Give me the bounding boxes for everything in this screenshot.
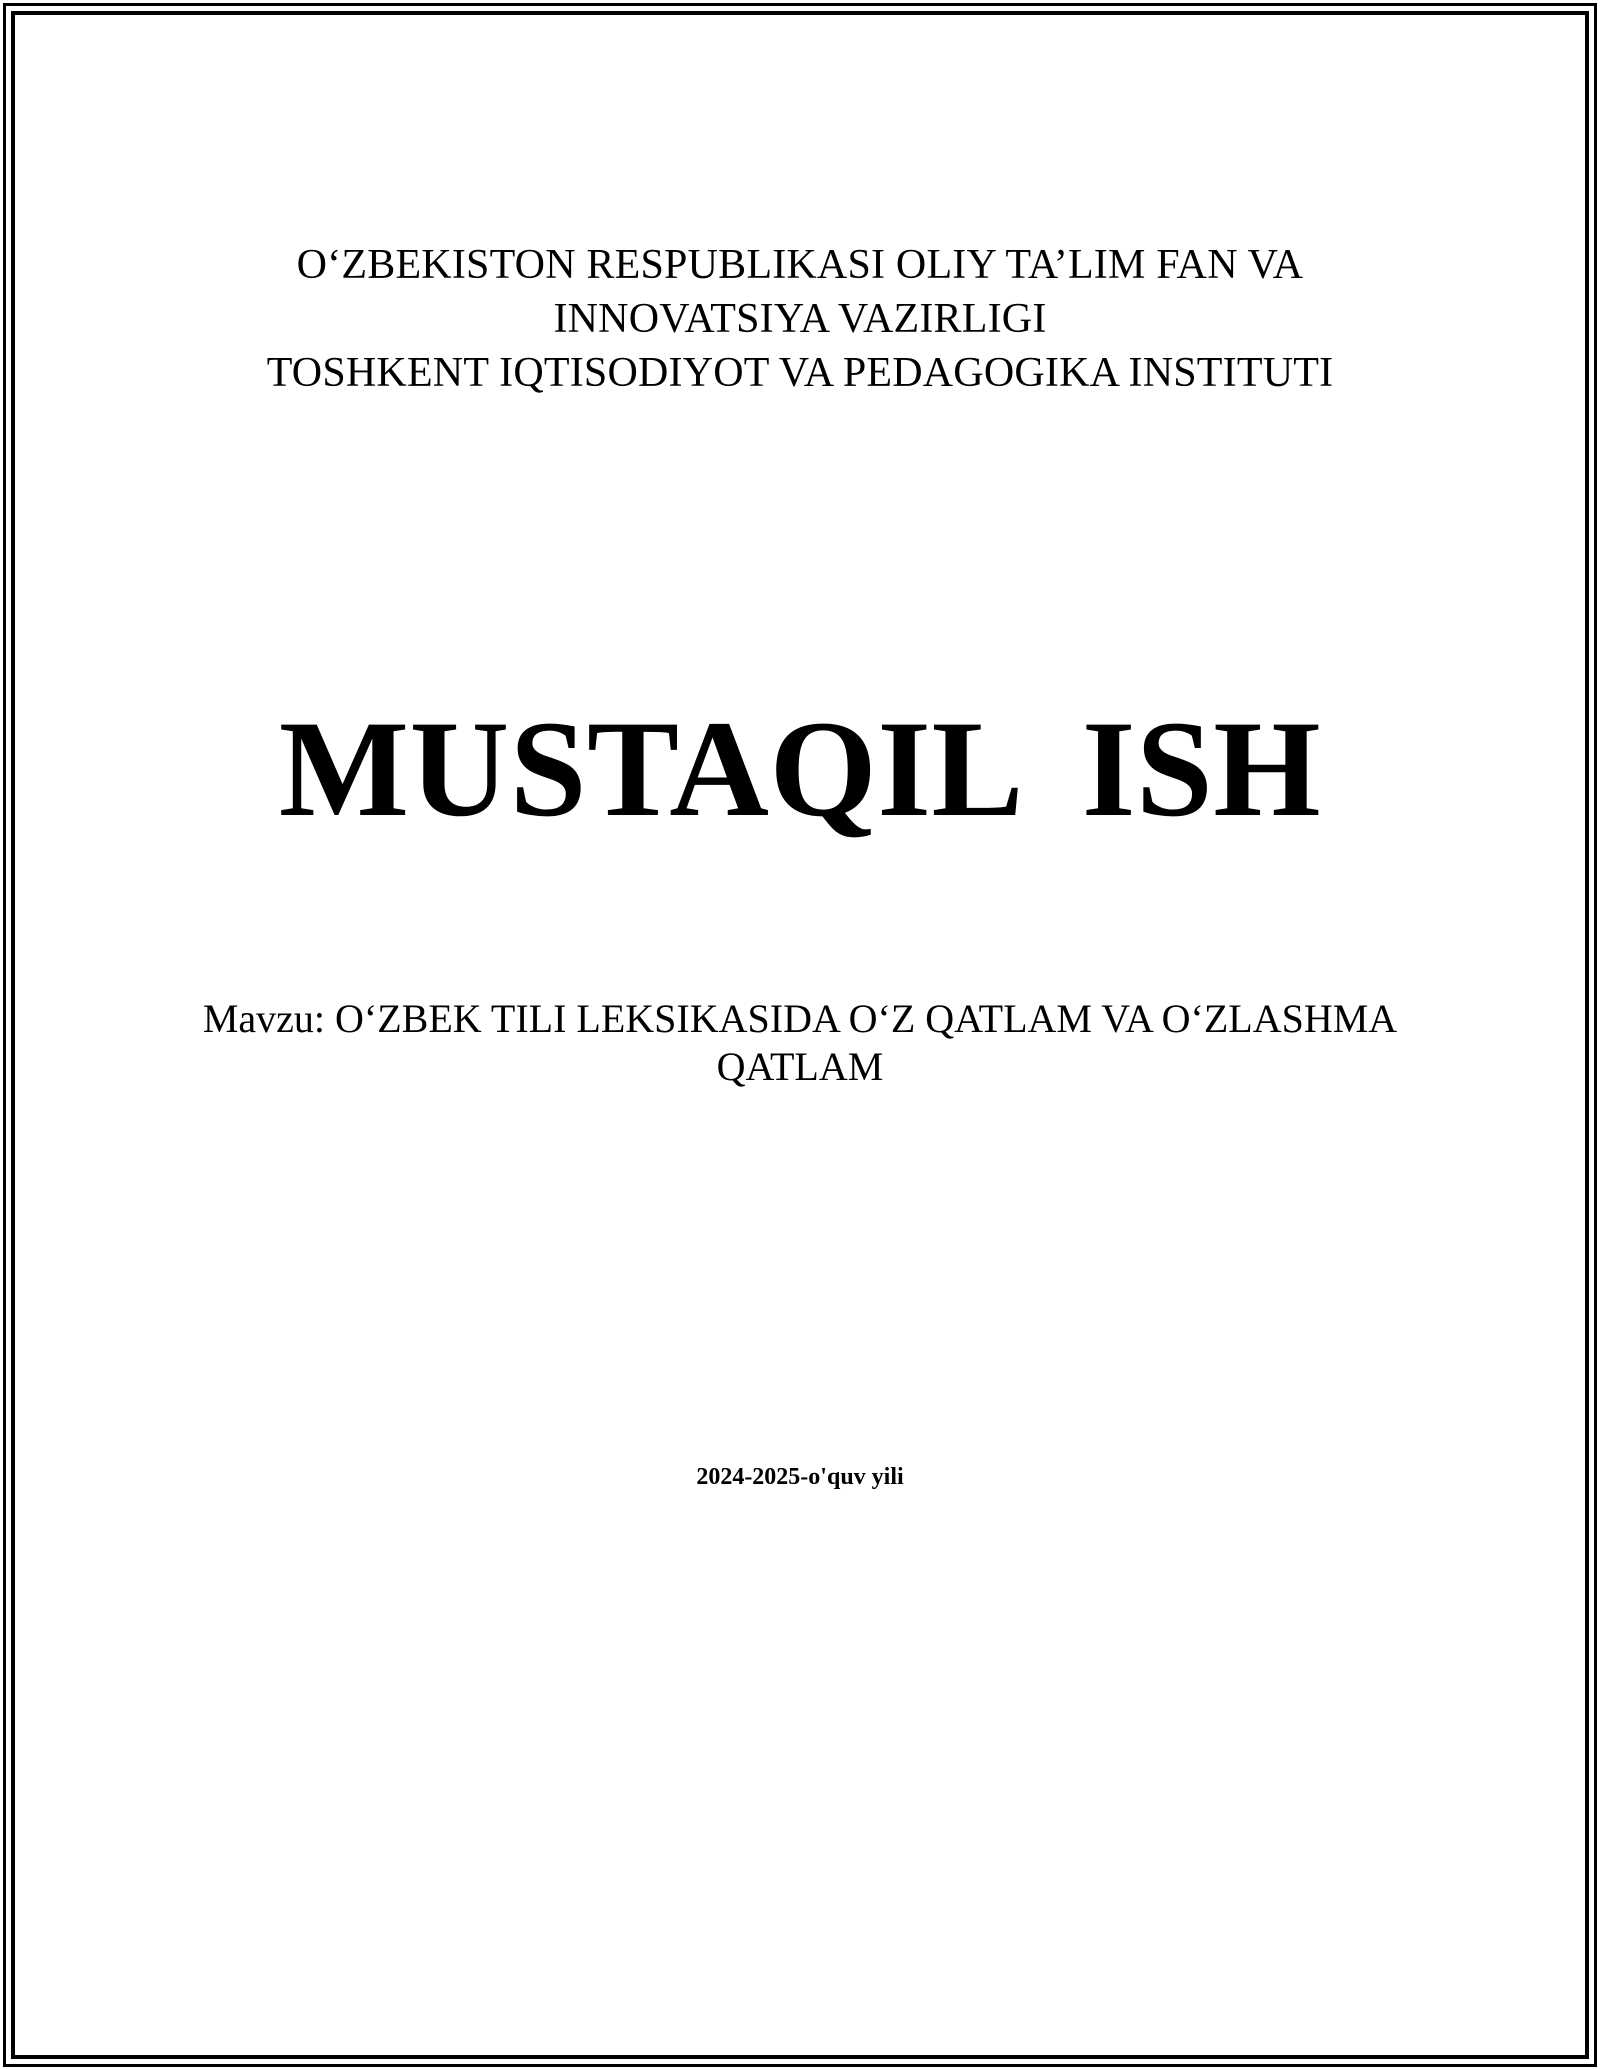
topic-block (60, 995, 1540, 1091)
ministry-header-line-3: TOSHKENT IQTISODIYOT VA PEDAGOGIKA INSTITUTI (266, 350, 1334, 396)
topic-line-2: QATLAM (716, 1044, 884, 1089)
topic-line-1: Mavzu: O‘ZBEK TILI LEKSIKASIDA O‘Z QATLAM VA O‘ZLASHMA (202, 996, 1398, 1041)
academic-year-label: 2024-2025-o'quv yili (696, 1464, 904, 1490)
ministry-header-line-1: O‘ZBEKISTON RESPUBLIKASI OLIY TA’LIM FAN VA (296, 242, 1304, 288)
ministry-header (40, 238, 1560, 400)
ministry-header-line-2: INNOVATSIYA VAZIRLIGI (553, 296, 1047, 342)
page-title: MUSTAQIL ISH (278, 692, 1322, 845)
